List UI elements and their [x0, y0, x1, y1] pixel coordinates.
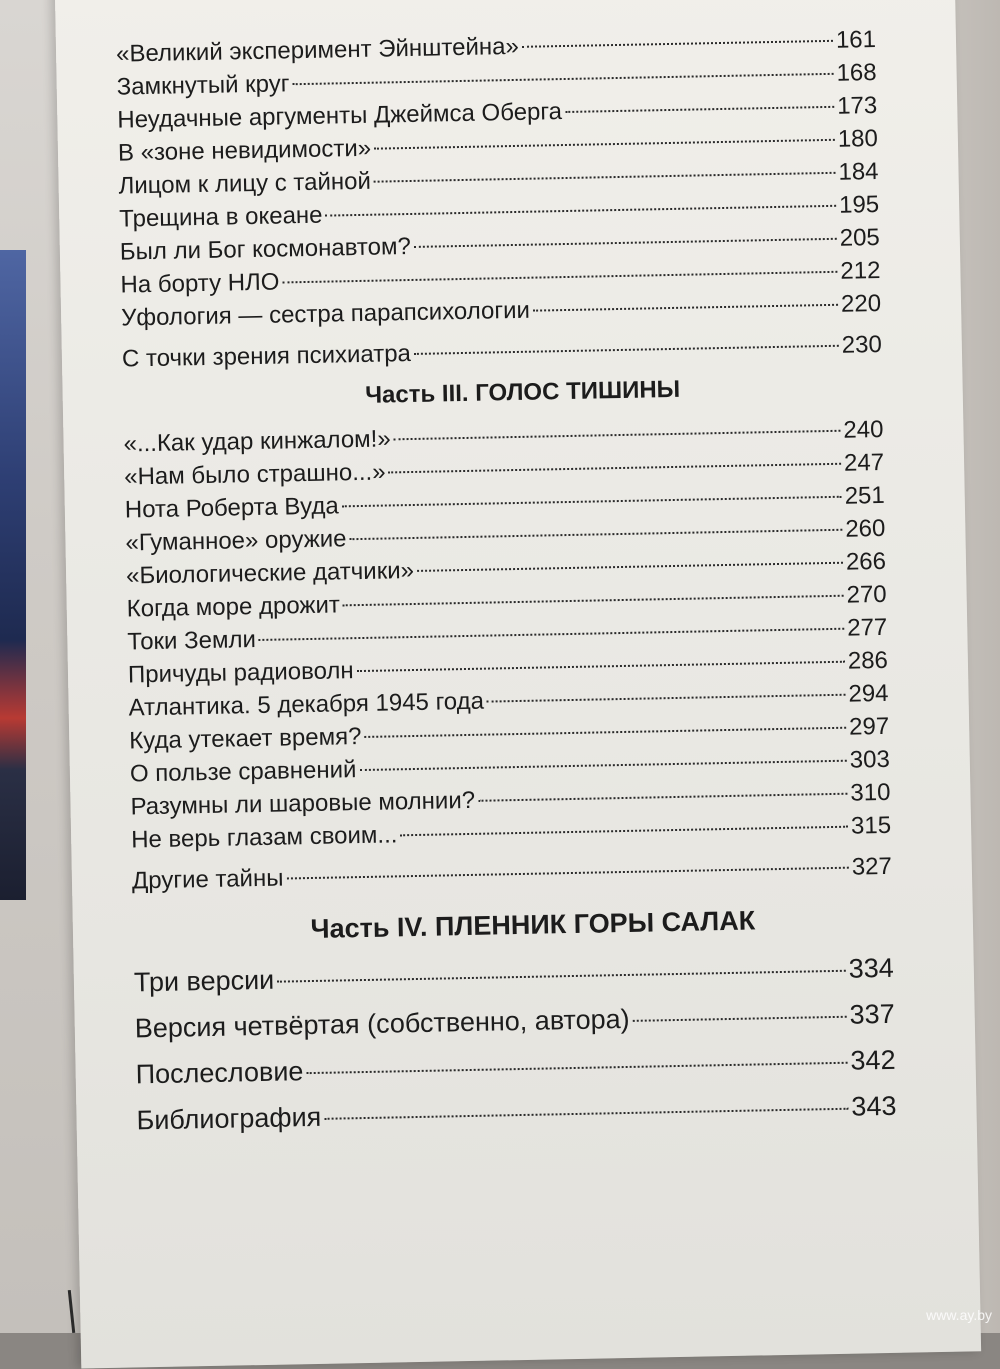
toc-entry-page: 168: [836, 59, 877, 87]
leader-dots: [522, 40, 833, 48]
toc-entry-page: 240: [843, 415, 884, 444]
toc-entry-title: На борту НЛО: [120, 268, 280, 299]
leader-dots: [533, 304, 838, 312]
toc-section-continued: [116, 23, 882, 376]
toc-entry-page: 277: [846, 613, 888, 642]
toc-entry-title: Нота Роберта Вуда: [124, 492, 339, 524]
leader-dots: [389, 463, 842, 474]
toc-entry-page: 337: [849, 998, 895, 1030]
leader-dots: [478, 793, 847, 802]
toc-entry-title: Разумны ли шаровые молнии?: [130, 786, 476, 821]
toc-entry-title: В «зоне невидимости»: [117, 134, 372, 167]
toc-entry-page: 230: [841, 330, 883, 359]
leader-dots: [324, 1108, 848, 1120]
toc-entry-title: Три версии: [133, 964, 275, 998]
toc-entry-title: Лицом к лицу с тайной: [118, 167, 372, 200]
leader-dots: [349, 529, 842, 540]
leader-dots: [565, 106, 834, 113]
leader-dots: [259, 628, 844, 641]
toc-entry-title: Послесловие: [135, 1056, 304, 1090]
toc-entry-page: 310: [850, 778, 891, 807]
part-3-heading: Часть III. ГОЛОС ТИШИНЫ: [364, 375, 681, 409]
leader-dots: [633, 1016, 847, 1022]
book-page: [55, 0, 981, 1369]
leader-dots: [282, 271, 837, 284]
leader-dots: [374, 139, 835, 150]
toc-entry-title: С точки зрения психиатра: [121, 340, 412, 373]
leader-dots: [359, 760, 846, 771]
toc-entry-page: 343: [851, 1090, 897, 1122]
toc-entry-title: «...Как удар кинжалом!»: [123, 425, 391, 458]
toc-entry-page: 180: [837, 124, 879, 153]
toc-entry-page: 334: [848, 952, 895, 984]
toc-part-4: [133, 945, 896, 1144]
leader-dots: [394, 430, 841, 441]
toc-entry-page: 184: [838, 157, 879, 186]
toc-entry-title: Когда море дрожит: [126, 591, 341, 623]
toc-entry-title: Замкнутый круг: [116, 70, 290, 101]
leader-dots: [343, 595, 844, 607]
toc-entry-page: 297: [848, 712, 890, 741]
part-4-heading: Часть IV. ПЛЕННИК ГОРЫ САЛАК: [310, 905, 756, 945]
toc-part-3: [123, 413, 892, 898]
toc-entry-page: 266: [845, 547, 887, 576]
leader-dots: [292, 73, 833, 85]
leader-dots: [364, 727, 846, 738]
toc-entry-page: 205: [839, 223, 881, 252]
toc-entry-page: 342: [850, 1044, 896, 1076]
watermark: www.ay.by: [926, 1307, 992, 1323]
toc-entry-title: Другие тайны: [131, 864, 284, 895]
toc-entry-title: Токи Земли: [127, 626, 257, 656]
toc-entry-page: 212: [840, 256, 881, 285]
toc-entry-title: Уфология — сестра парапсихологии: [120, 296, 531, 332]
toc-entry-page: 327: [851, 852, 893, 881]
toc-entry-title: Трещина в океане: [119, 201, 323, 233]
leader-dots: [417, 562, 843, 572]
toc-entry-title: Библиография: [136, 1101, 322, 1136]
leader-dots: [277, 970, 846, 983]
leader-dots: [374, 172, 836, 183]
toc-entry-title: «Биологические датчики»: [125, 556, 415, 590]
leader-dots: [357, 661, 845, 672]
table-of-contents: [116, 23, 897, 1143]
leader-dots: [400, 826, 848, 837]
toc-entry-page: 270: [846, 580, 887, 609]
toc-entry-page: 220: [840, 289, 882, 318]
toc-entry-page: 303: [849, 745, 891, 774]
toc-entry-page: 294: [848, 679, 889, 708]
toc-entry-title: «Гуманное» оружие: [125, 525, 347, 557]
leader-dots: [414, 345, 839, 355]
leader-dots: [306, 1062, 847, 1074]
toc-entry-page: 195: [838, 190, 880, 219]
leader-dots: [487, 694, 846, 703]
toc-entry-page: 315: [850, 811, 892, 840]
toc-entry-page: 286: [847, 646, 889, 675]
toc-entry-title: «Великий эксперимент Эйнштейна»: [115, 32, 520, 68]
leader-dots: [325, 205, 836, 217]
toc-entry-page: 260: [845, 514, 886, 543]
toc-entry-title: Не верь глазам своим...: [130, 821, 398, 854]
toc-entry-title: Атлантика. 5 декабря 1945 года: [128, 687, 485, 722]
toc-entry-title: Был ли Бог космонавтом?: [119, 232, 412, 266]
background-book-cover: [0, 250, 26, 900]
toc-entry-page: 161: [835, 26, 877, 54]
leader-dots: [414, 238, 837, 248]
toc-entry-title: Причуды радиоволн: [127, 657, 354, 689]
leader-dots: [286, 867, 848, 880]
toc-entry-page: 173: [836, 92, 878, 120]
toc-entry-title: «Нам было страшно...»: [123, 458, 386, 491]
toc-entry-page: 247: [843, 448, 885, 477]
toc-entry-title: Неудачные аргументы Джеймса Оберга: [117, 98, 563, 134]
leader-dots: [342, 496, 842, 508]
toc-entry-title: О пользе сравнений: [129, 756, 357, 788]
toc-entry-title: Версия четвёртая (собственно, автора): [134, 1003, 630, 1044]
toc-entry-page: 251: [844, 481, 885, 510]
toc-entry-title: Куда утекает время?: [129, 723, 362, 755]
